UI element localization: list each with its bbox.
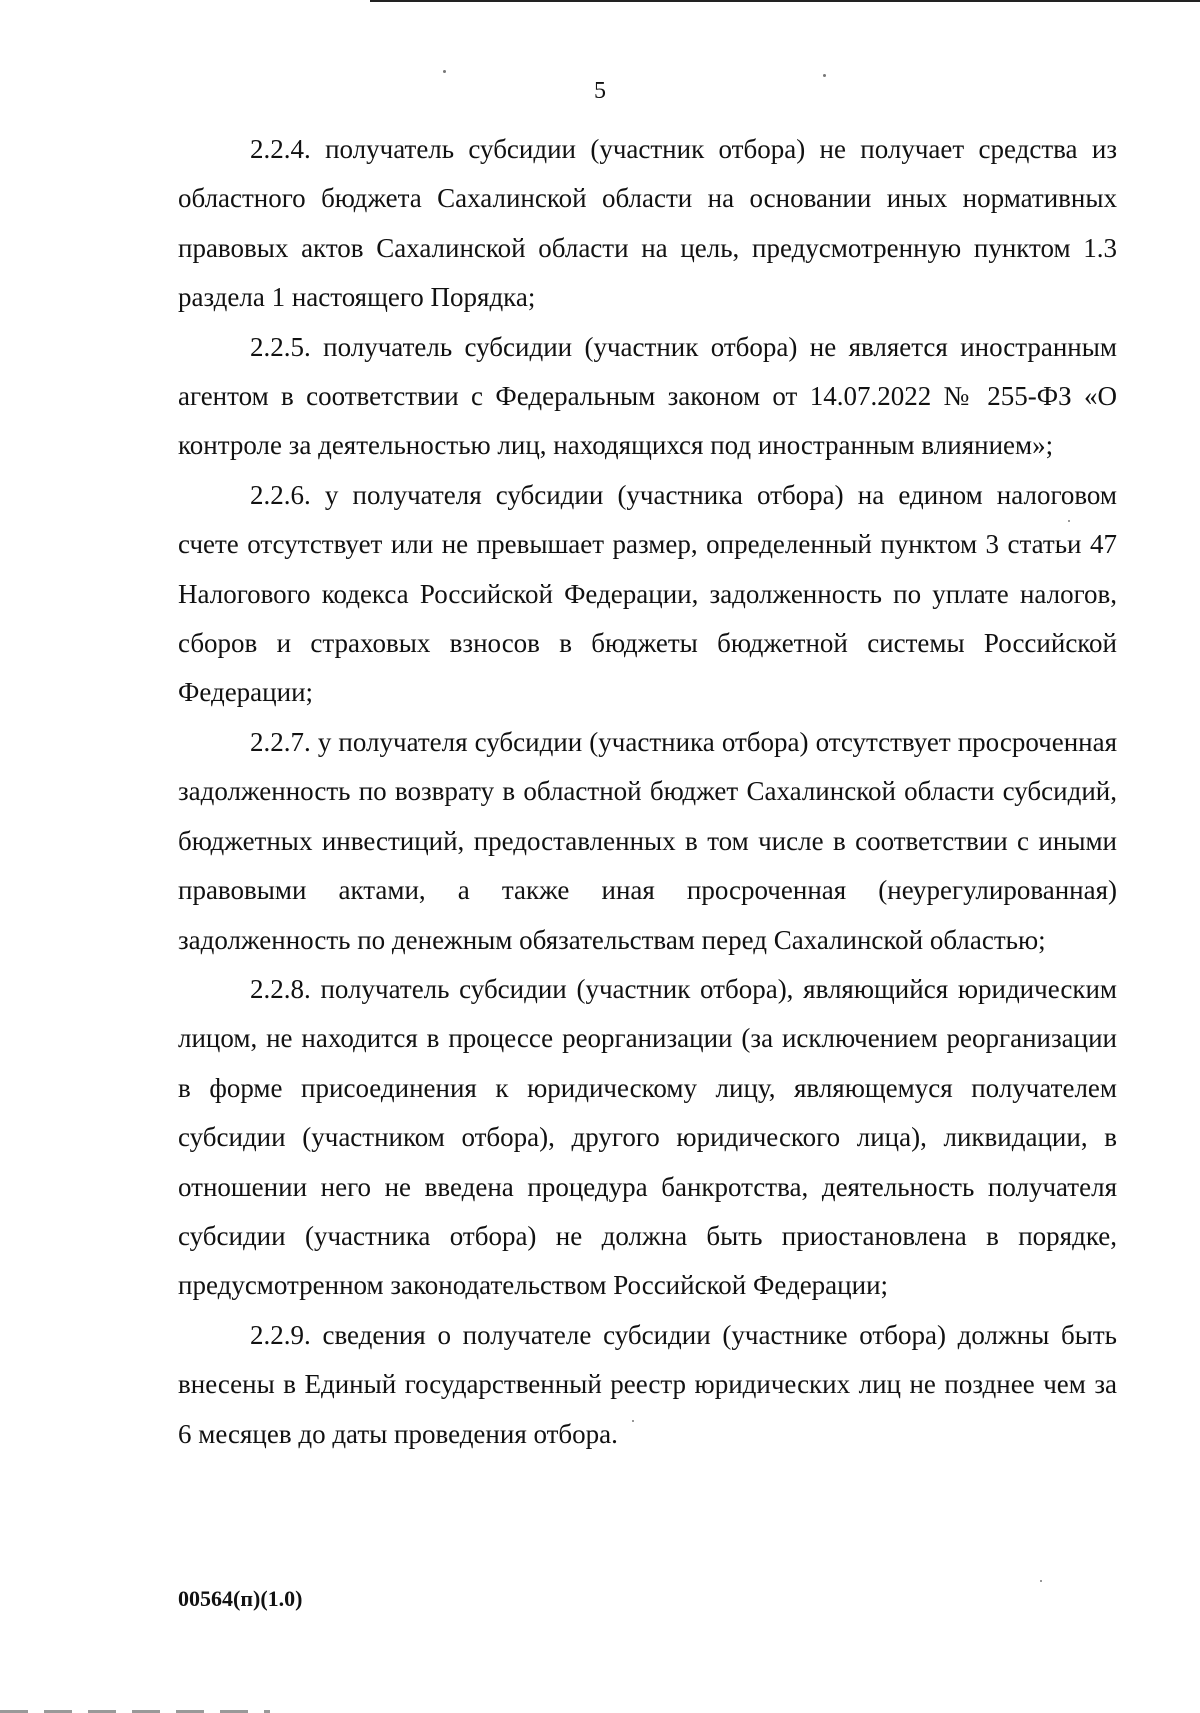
- scan-speck: [443, 70, 446, 73]
- paragraph-2-2-8: 2.2.8. получатель субсидии (участник отбора), являющийся юридическим лицом, не находится в процессе реорганизации (за исключением реорганизации в форме присоединения к юридическому лицу, являющемуся получателем субсидии (участником отбора), другого юридического лица), ликвидации, в отношении него не введена процедура банкротства, деятельность получателя субсидии (участника отбора) не должна быть приостановлена в порядке, предусмотренном законодательством Российской Федерации;: [178, 973, 1117, 1301]
- page-number: 5: [594, 78, 606, 104]
- scan-speck: [1040, 1580, 1042, 1582]
- paragraph-2-2-5: 2.2.5. получатель субсидии (участник отбора) не является иностранным агентом в соответствии с Федеральным законом от 14.07.2022 № 255-ФЗ «О контроле за деятельностью лиц, находящихся под иностранным влиянием»;: [178, 331, 1117, 461]
- paragraph-2-2-4: 2.2.4. получатель субсидии (участник отбора) не получает средства из областного бюджета Сахалинской области на основании иных нормативных правовых актов Сахалинской области на цель, предусмотренную пунктом 1.3 раздела 1 настоящего Порядка;: [178, 134, 1117, 313]
- document-code: 00564(п)(1.0): [178, 1586, 303, 1611]
- paragraph-2-2-7: 2.2.7. у получателя субсидии (участника отбора) отсутствует просроченная задолженность по возврату в областной бюджет Сахалинской области субсидий, бюджетных инвестиций, предоставленных в том числе в соответствии с иными правовыми актами, а также иная просроченная (неурегулированная) задолженность по денежным обязательствам перед Сахалинской областью;: [178, 726, 1117, 955]
- paragraph-2-2-9: 2.2.9. сведения о получателе субсидии (участнике отбора) должны быть внесены в Единый государственный реестр юридических лиц не позднее чем за 6 месяцев до даты проведения отбора.: [178, 1319, 1117, 1449]
- scan-speck: [1068, 520, 1070, 522]
- top-rule: [370, 0, 1200, 2]
- paragraph-2-2-6: 2.2.6. у получателя субсидии (участника отбора) на едином налоговом счете отсутствует или не превышает размер, определенный пунктом 3 статьи 47 Налогового кодекса Российской Федерации, задолженность по уплате налогов, сборов и страховых взносов в бюджеты бюджетной системы Российской Федерации;: [178, 479, 1117, 708]
- scan-speck: [823, 74, 826, 77]
- scan-speck: [632, 1420, 634, 1422]
- document-body: [178, 125, 1117, 1459]
